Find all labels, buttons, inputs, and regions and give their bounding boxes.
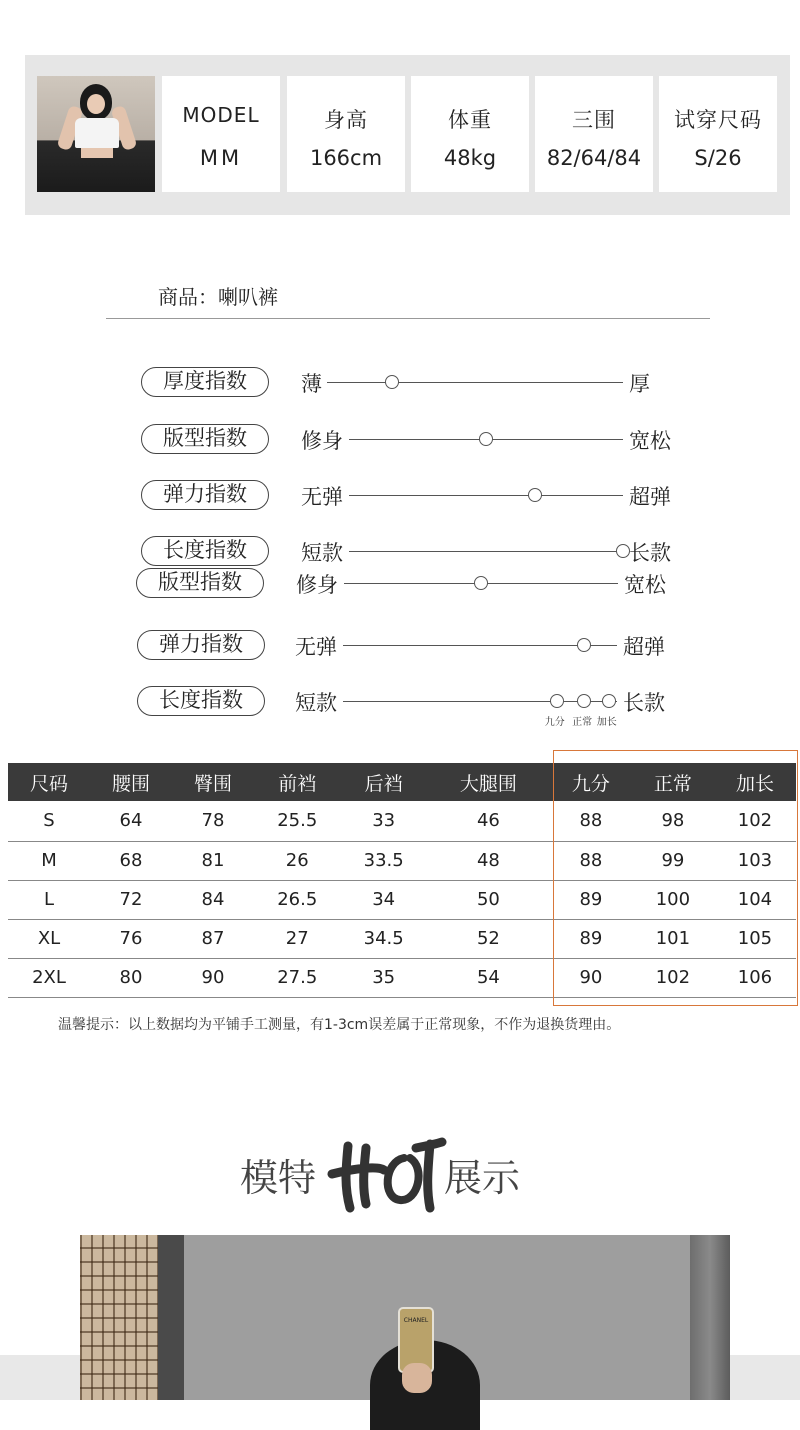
table-cell: 102 (714, 801, 796, 841)
model-value: MM (199, 146, 243, 170)
length-option-label: 九分 (544, 717, 565, 728)
table-cell: 76 (90, 919, 172, 958)
index-min-label: 无弹 (295, 635, 337, 659)
lattice-screen (80, 1235, 158, 1400)
index-label: 长度指数 (137, 686, 265, 716)
table-cell: 81 (172, 841, 254, 880)
index-marker (479, 432, 493, 446)
length-option-label: 加长 (596, 717, 617, 728)
table-cell: 26.5 (254, 880, 340, 919)
index-min-label: 薄 (301, 372, 322, 396)
index-track (343, 701, 617, 702)
index-label: 厚度指数 (141, 367, 269, 397)
index-max-label: 超弹 (629, 485, 671, 509)
table-cell: 104 (714, 880, 796, 919)
table-cell: 88 (550, 841, 632, 880)
index-label: 弹力指数 (141, 480, 269, 510)
table-cell: 27 (254, 919, 340, 958)
index-label: 版型指数 (141, 424, 269, 454)
index-track (349, 495, 623, 496)
table-cell: 87 (172, 919, 254, 958)
index-max-label: 超弹 (623, 635, 665, 659)
index-marker (577, 638, 591, 652)
table-cell: 103 (714, 841, 796, 880)
table-cell: 46 (427, 801, 550, 841)
table-cell: 2XL (8, 958, 90, 997)
index-max-label: 长款 (623, 691, 665, 715)
table-cell: 50 (427, 880, 550, 919)
index-max-label: 厚 (629, 372, 650, 396)
table-cell: 52 (427, 919, 550, 958)
size-column-header: 尺码 (8, 763, 90, 801)
table-cell: 54 (427, 958, 550, 997)
index-track (343, 645, 617, 646)
measurements-value: 82/64/84 (546, 146, 642, 170)
table-cell: 98 (632, 801, 714, 841)
divider (106, 318, 710, 319)
table-cell: 68 (90, 841, 172, 880)
weight-label: 体重 (448, 108, 492, 132)
index-track (327, 382, 623, 383)
length-highlight-box (553, 750, 798, 1006)
index-min-label: 修身 (296, 573, 338, 597)
table-cell: XL (8, 919, 90, 958)
index-max-label: 宽松 (624, 573, 666, 597)
table-cell: 80 (90, 958, 172, 997)
phone-case-text: CHANEL (403, 1317, 429, 1324)
index-marker (550, 694, 564, 708)
height-label: 身高 (324, 108, 368, 132)
model-label: MODEL (182, 103, 260, 127)
index-track (349, 551, 623, 552)
fitting-size-value: S/26 (694, 146, 742, 170)
index-label: 弹力指数 (137, 630, 265, 660)
fitting-size-label: 试穿尺码 (674, 108, 762, 132)
curtain (690, 1235, 730, 1400)
table-cell: 84 (172, 880, 254, 919)
index-row (136, 568, 696, 602)
fitting-size-cell (659, 76, 777, 192)
clipped-index-row (130, 570, 690, 602)
model-hand (402, 1363, 432, 1393)
table-cell: L (8, 880, 90, 919)
weight-cell (411, 76, 529, 192)
index-marker (528, 488, 542, 502)
index-min-label: 短款 (301, 541, 343, 565)
index-row (137, 630, 697, 664)
size-column-header: 正常 (632, 763, 714, 801)
index-max-label: 宽松 (629, 429, 671, 453)
table-cell: 99 (632, 841, 714, 880)
measurement-tip: 温馨提示：以上数据均为平铺手工测量，有1-3cm误差属于正常现象，不作为退换货理由。 (58, 1017, 621, 1033)
size-column-header: 后裆 (340, 763, 426, 801)
table-cell: 100 (632, 880, 714, 919)
table-cell: 64 (90, 801, 172, 841)
table-cell: 34 (340, 880, 426, 919)
table-cell: 89 (550, 919, 632, 958)
size-column-header: 九分 (550, 763, 632, 801)
index-min-label: 无弹 (301, 485, 343, 509)
index-label: 长度指数 (141, 536, 269, 566)
index-row (141, 367, 701, 401)
table-cell: 105 (714, 919, 796, 958)
measurements-cell (535, 76, 653, 192)
index-min-label: 短款 (295, 691, 337, 715)
index-row (141, 480, 701, 514)
table-cell: 34.5 (340, 919, 426, 958)
size-column-header: 前裆 (254, 763, 340, 801)
table-cell: 33.5 (340, 841, 426, 880)
model-name-cell (162, 76, 280, 192)
table-cell: 35 (340, 958, 426, 997)
table-cell: 26 (254, 841, 340, 880)
size-column-header: 腰围 (90, 763, 172, 801)
height-cell (287, 76, 405, 192)
measurements-label: 三围 (572, 108, 616, 132)
model-thumbnail (37, 76, 155, 192)
index-min-label: 修身 (301, 429, 343, 453)
table-cell: 78 (172, 801, 254, 841)
wood-post (158, 1235, 184, 1400)
table-cell: 48 (427, 841, 550, 880)
table-cell: 106 (714, 958, 796, 997)
table-cell: 89 (550, 880, 632, 919)
table-cell: 72 (90, 880, 172, 919)
section-title-prefix: 模特 (240, 1156, 317, 1200)
section-title-suffix: 展示 (444, 1156, 521, 1200)
table-cell: 101 (632, 919, 714, 958)
size-column-header: 加长 (714, 763, 796, 801)
index-marker (577, 694, 591, 708)
size-column-header: 大腿围 (427, 763, 550, 801)
hot-logo (326, 1128, 444, 1213)
index-marker (385, 375, 399, 389)
table-cell: 33 (340, 801, 426, 841)
table-cell: 88 (550, 801, 632, 841)
model-photo (80, 1235, 730, 1400)
index-row (141, 536, 701, 570)
height-value: 166cm (309, 146, 383, 170)
weight-value: 48kg (443, 146, 497, 170)
index-marker (602, 694, 616, 708)
size-column-header: 臀围 (172, 763, 254, 801)
table-cell: S (8, 801, 90, 841)
table-cell: 90 (172, 958, 254, 997)
model-info-strip (25, 55, 790, 215)
length-option-label: 正常 (572, 717, 593, 728)
index-marker (474, 576, 488, 590)
index-label: 版型指数 (136, 568, 264, 598)
table-cell: 102 (632, 958, 714, 997)
table-cell: 90 (550, 958, 632, 997)
table-cell: M (8, 841, 90, 880)
index-row (141, 424, 701, 458)
index-marker (616, 544, 630, 558)
product-name: 商品：喇叭裤 (158, 285, 278, 309)
index-max-label: 长款 (629, 541, 671, 565)
table-cell: 25.5 (254, 801, 340, 841)
table-cell: 27.5 (254, 958, 340, 997)
